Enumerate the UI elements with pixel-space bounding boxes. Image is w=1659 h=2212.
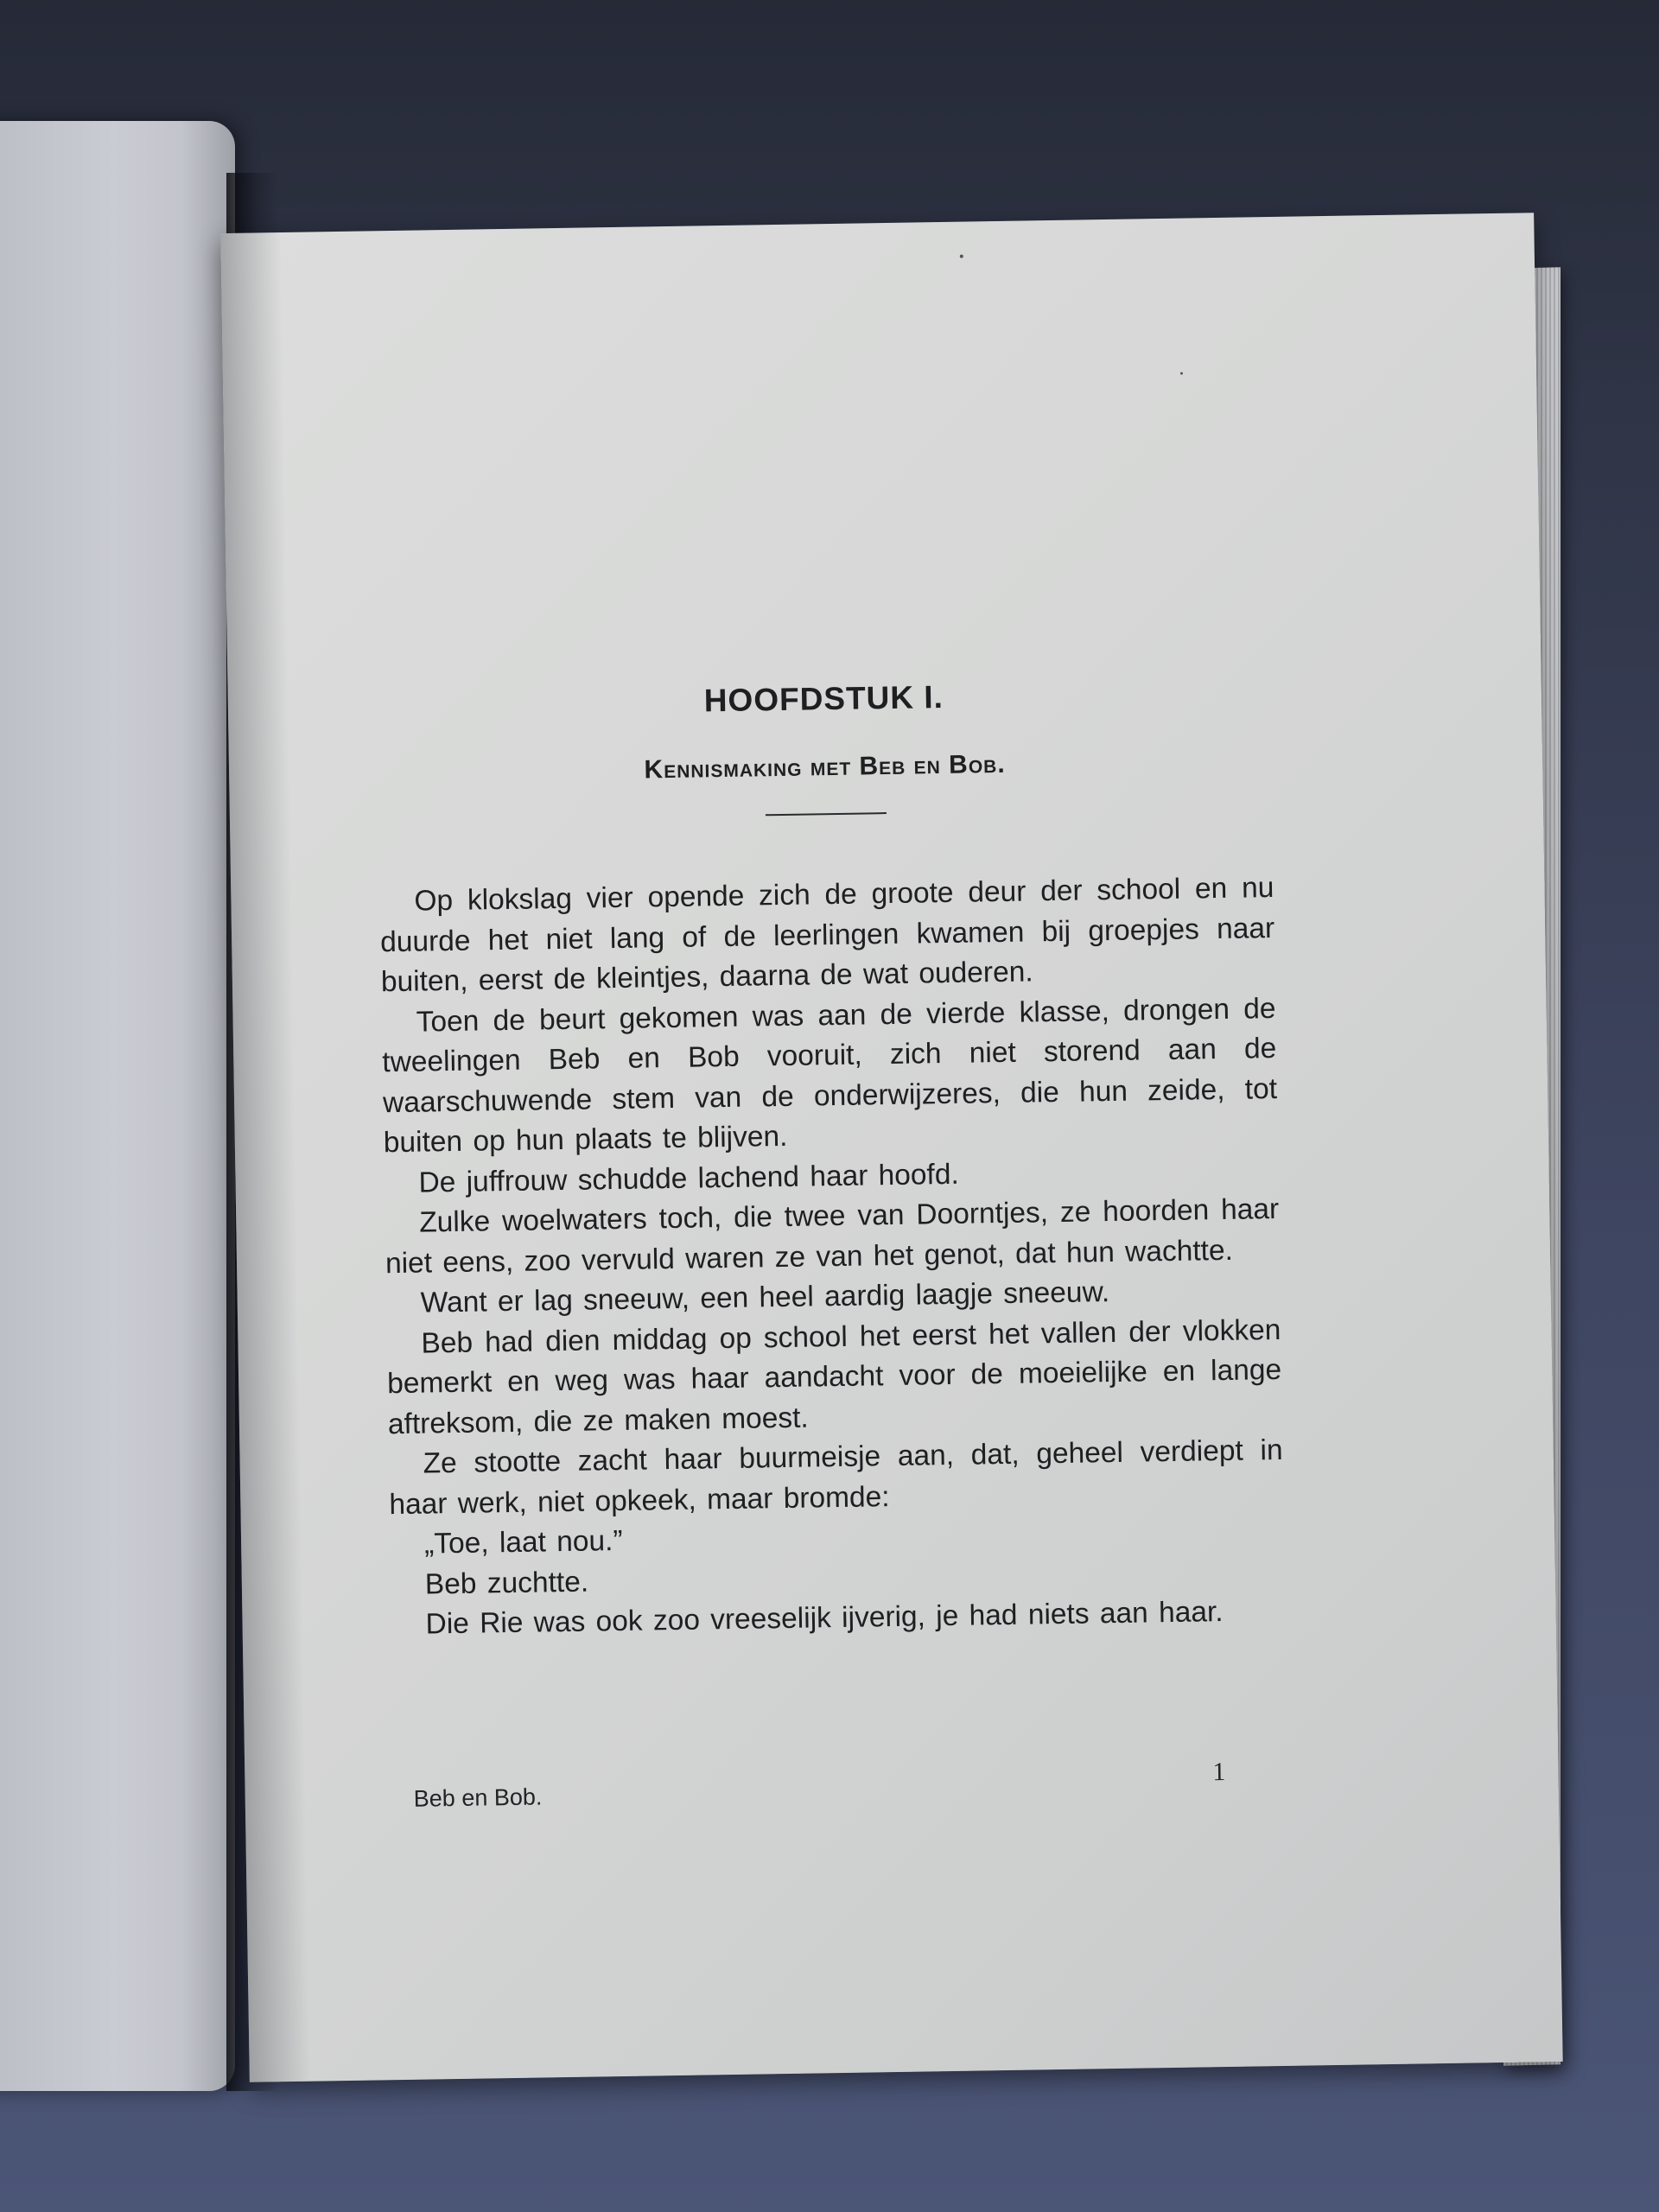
paragraph: Zulke woelwaters toch, die twee van Doorntjes, ze hoorden haar niet eens, zoo vervuld waren ze van het genot, dat hun wachtte. xyxy=(385,1192,1280,1280)
paragraph: Want er lag sneeuw, een heel aardig laagje sneeuw. xyxy=(420,1276,1110,1319)
page-number: 1 xyxy=(1212,1758,1226,1787)
paragraph: Beb zuchtte. xyxy=(424,1566,589,1601)
book-page xyxy=(220,213,1562,2082)
previous-page xyxy=(0,121,235,2091)
paragraph: Toen de beurt gekomen was aan de vierde klasse, drongen de tweelingen Beb en Bob vooruit, zich niet storend aan de waarschuwende stem van de onderwijzeres, die hun zeide, tot buiten op hun plaats te blijven. xyxy=(382,992,1278,1160)
paragraph: „Toe, laat nou.” xyxy=(423,1524,623,1560)
chapter-subtitle: Kennismaking met Beb en Bob. xyxy=(644,749,1006,785)
paper-speck xyxy=(960,255,963,258)
paragraph: Beb had dien middag op school het eerst het vallen der vlokken bemerkt en weg was haar aandacht voor de moeielijke en lange aftreksom, die ze maken moest. xyxy=(386,1313,1282,1440)
chapter-title: HOOFDSTUK I. xyxy=(703,678,944,719)
paragraph: Ze stootte zacht haar buurmeisje aan, dat, geheel verdiept in haar werk, niet opkeek, maar bromde: xyxy=(389,1433,1283,1521)
chapter-body xyxy=(379,868,1286,1646)
paragraph: Die Rie was ook zoo vreeselijk ijverig, je had niets aan haar. xyxy=(425,1596,1224,1641)
title-rule xyxy=(765,812,886,816)
page-footer xyxy=(413,1758,1279,1824)
paragraph: De juffrouw schudde lachend haar hoofd. xyxy=(418,1158,960,1199)
signature-mark: Beb en Bob. xyxy=(413,1783,543,1812)
paper-speck xyxy=(1180,372,1183,375)
page-text xyxy=(376,666,1285,1646)
paragraph: Op klokslag vier opende zich de groote deur der school en nu duurde het niet lang of de leerlingen kwamen bij groepjes naar buiten, eerst de kleintjes, daarna de wat ouderen. xyxy=(379,872,1275,999)
